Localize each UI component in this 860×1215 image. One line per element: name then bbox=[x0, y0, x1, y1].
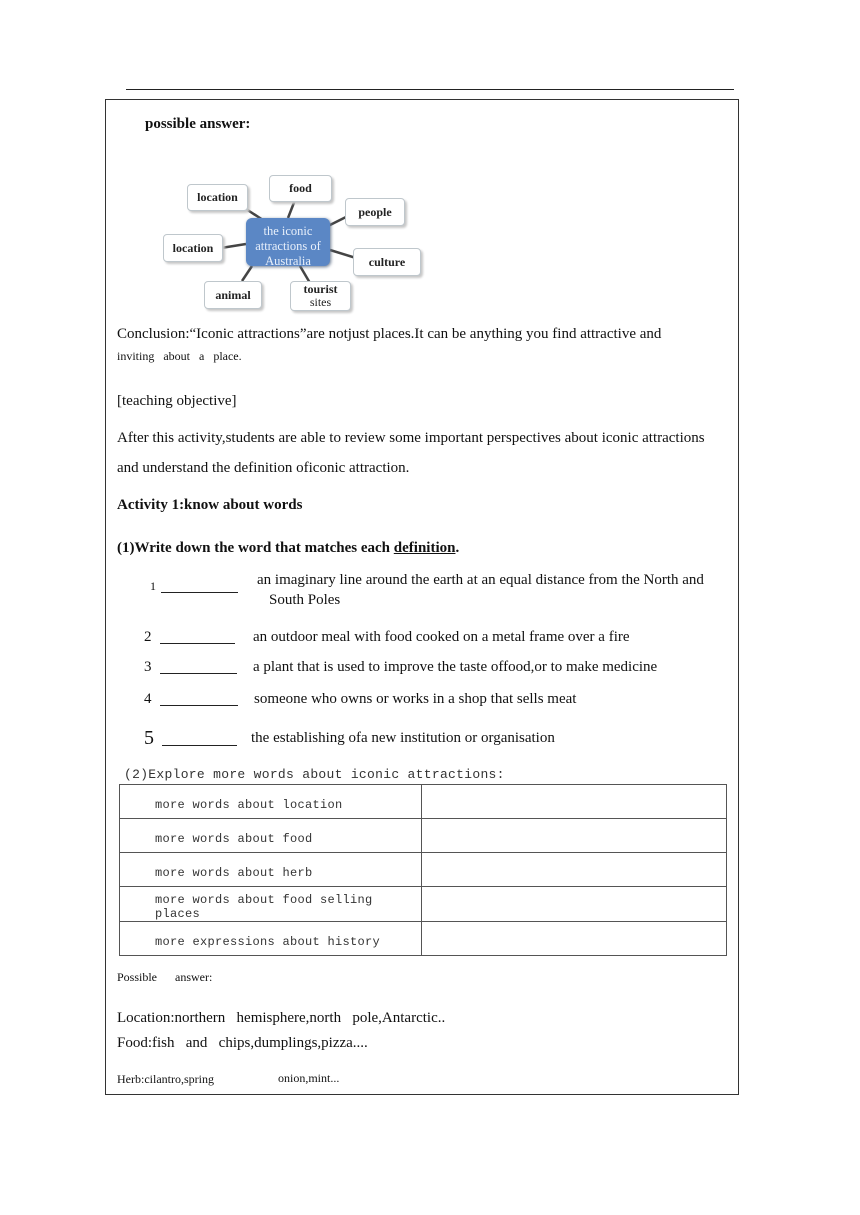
possible-label-right: answer: bbox=[175, 970, 213, 984]
table-row bbox=[120, 853, 727, 887]
item-5-blank[interactable] bbox=[162, 730, 237, 746]
mind-map-center bbox=[246, 218, 330, 266]
node-culture: culture bbox=[353, 248, 421, 276]
teaching-objective-line-1: After this activity,students are able to review some important perspectives about iconic attractions bbox=[117, 430, 705, 446]
item-1-number: 1 bbox=[150, 579, 156, 593]
mind-map-connectors bbox=[0, 0, 860, 330]
node-food: food bbox=[269, 175, 332, 202]
table-row bbox=[120, 887, 727, 922]
node-location-top: location bbox=[187, 184, 248, 211]
answer-herb-left: Herb:cilantro,spring bbox=[117, 1072, 214, 1086]
answer-food: Food:fish and chips,dumplings,pizza.... bbox=[117, 1035, 368, 1051]
node-sites-label: sites bbox=[309, 295, 332, 309]
answer-location: Location:northern hemisphere,north pole,Antarctic.. bbox=[117, 1010, 446, 1026]
item-2-definition: an outdoor meal with food cooked on a metal frame over a fire bbox=[253, 629, 630, 645]
item-5-number: 5 bbox=[144, 727, 154, 749]
item-4-blank[interactable] bbox=[160, 691, 238, 706]
item-1-blank[interactable] bbox=[161, 578, 238, 593]
node-animal: animal bbox=[204, 281, 262, 309]
item-1-definition-line-1: an imaginary line around the earth at an equal distance from the North and bbox=[257, 572, 704, 588]
node-people: people bbox=[345, 198, 405, 226]
table-answer-cell[interactable] bbox=[422, 853, 727, 887]
center-line-1: the iconic bbox=[263, 224, 313, 238]
center-line-2: attractions of bbox=[255, 239, 321, 253]
item-4-definition: someone who owns or works in a shop that sells meat bbox=[254, 691, 577, 707]
item-3-definition: a plant that is used to improve the taste offood,or to make medicine bbox=[253, 659, 658, 675]
item-1-definition-line-2: South Poles bbox=[269, 592, 341, 608]
item-5-definition: the establishing ofa new institution or organisation bbox=[251, 730, 555, 746]
table-row-label: more expressions about history bbox=[120, 922, 422, 956]
conclusion-line-1: Conclusion:“Iconic attractions”are notjust places.It can be anything you find attractive and bbox=[117, 326, 662, 342]
table-answer-cell[interactable] bbox=[422, 819, 727, 853]
table-row bbox=[120, 819, 727, 853]
conclusion-line-2: inviting about a place. bbox=[117, 349, 242, 363]
table-row-label: more words about herb bbox=[120, 853, 422, 887]
table-answer-cell[interactable] bbox=[422, 887, 727, 922]
item-2-number: 2 bbox=[144, 629, 152, 645]
table-row bbox=[120, 922, 727, 956]
node-location-left: location bbox=[163, 234, 223, 262]
table-row-label: more words about food bbox=[120, 819, 422, 853]
words-table bbox=[119, 784, 727, 956]
item-3-blank[interactable] bbox=[160, 659, 237, 674]
center-line-3: Australia bbox=[265, 254, 311, 268]
possible-label-left: Possible bbox=[117, 970, 158, 984]
part2-title: (2)Explore more words about iconic attractions: bbox=[124, 767, 505, 782]
table-answer-cell[interactable] bbox=[422, 785, 727, 819]
part1-prefix: (1)Write down the word that matches each bbox=[117, 540, 394, 556]
node-tourist-label: tourist bbox=[303, 282, 338, 296]
teaching-objective-heading: [teaching objective] bbox=[117, 393, 237, 409]
table-row bbox=[120, 785, 727, 819]
table-answer-cell[interactable] bbox=[422, 922, 727, 956]
table-row-label: more words about food selling places bbox=[120, 887, 422, 922]
part1-suffix: . bbox=[455, 540, 460, 556]
table-row-label: more words about location bbox=[120, 785, 422, 819]
item-4-number: 4 bbox=[144, 691, 152, 707]
possible-answer-label: possible answer: bbox=[145, 116, 251, 132]
node-tourist-sites bbox=[290, 281, 351, 311]
item-3-number: 3 bbox=[144, 659, 152, 675]
activity-title: Activity 1:know about words bbox=[117, 497, 303, 513]
item-2-blank[interactable] bbox=[160, 629, 235, 644]
part1-title bbox=[117, 540, 459, 557]
teaching-objective-line-2: and understand the definition oficonic attraction. bbox=[117, 460, 410, 476]
part1-underlined-word: definition bbox=[393, 540, 456, 556]
answer-herb-right: onion,mint... bbox=[278, 1071, 340, 1085]
